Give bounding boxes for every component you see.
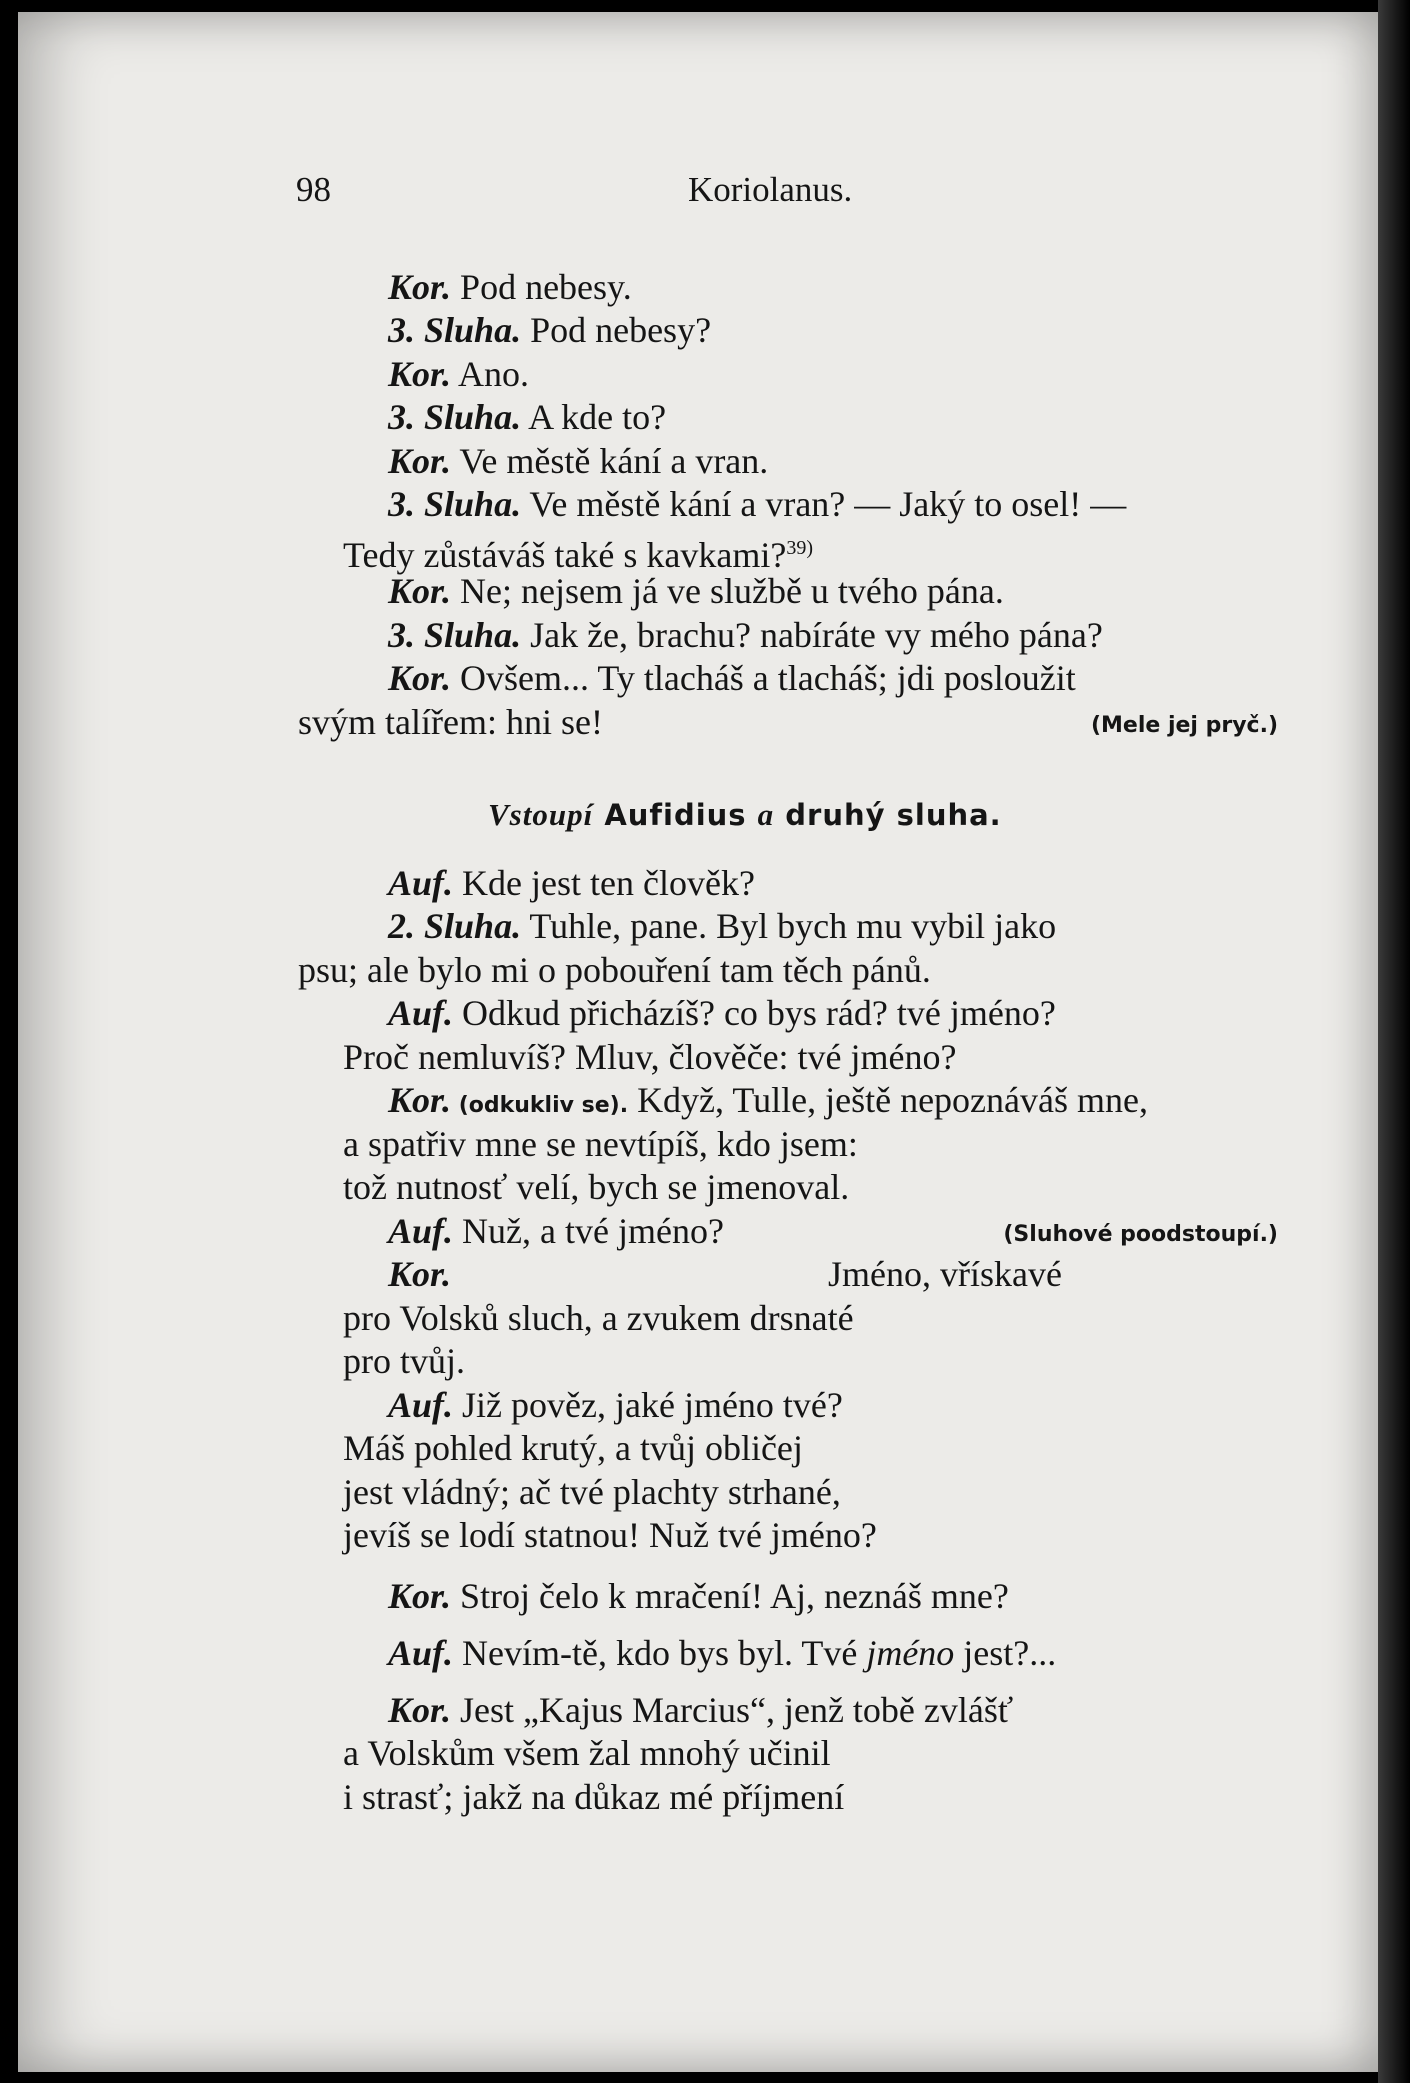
line-text: a Volskům všem žal mnohý učinil <box>343 1733 831 1773</box>
speaker: Kor. <box>388 354 452 394</box>
speaker: Kor. <box>388 571 452 611</box>
speaker: 3. Sluha. <box>388 484 522 524</box>
speaker: Auf. <box>388 993 454 1033</box>
text-line <box>343 1732 831 1774</box>
stage-direction-italic: a <box>757 797 775 832</box>
text-line <box>343 1776 844 1818</box>
text-line <box>343 1123 858 1165</box>
stage-direction-text: Aufidius <box>593 798 758 832</box>
line-text: Když, Tulle, ještě nepoznáváš mne, <box>628 1080 1148 1120</box>
line-text: a spatřiv mne se nevtípíš, kdo jsem: <box>343 1124 858 1164</box>
text-line <box>388 440 768 482</box>
line-text: psu; ale bylo mi o pobouření tam těch pánů. <box>298 950 931 990</box>
line-text: i strasť; jakž na důkaz mé příjmení <box>343 1777 845 1817</box>
book-page <box>18 12 1378 2072</box>
running-title: Koriolanus. <box>688 170 853 209</box>
line-text: Ovšem... Ty tlacháš a tlacháš; jdi posloužit <box>451 658 1076 698</box>
speaker: Kor. <box>388 1254 452 1294</box>
line-text: Tuhle, pane. Byl bych mu vybil jako <box>521 906 1057 946</box>
text-line <box>343 1297 854 1339</box>
line-text-italic: jméno <box>866 1633 955 1673</box>
stage-direction-italic: Vstoupí <box>488 797 594 832</box>
speaker: 3. Sluha. <box>388 397 522 437</box>
speaker: Auf. <box>388 1633 454 1673</box>
speaker: Kor. <box>388 267 452 307</box>
speaker: Kor. <box>388 1576 452 1616</box>
stage-direction-inline: (odkukliv se). <box>451 1093 629 1118</box>
page-number: 98 <box>296 170 331 209</box>
speaker: 2. Sluha. <box>388 906 522 946</box>
text-line <box>343 1514 877 1556</box>
stage-direction <box>488 797 1002 833</box>
page-edge-shadow <box>1378 0 1410 2083</box>
line-text: Již pověz, jaké jméno tvé? <box>453 1385 843 1425</box>
text-line <box>388 657 1076 699</box>
text-line <box>343 1427 803 1469</box>
line-text: Nuž, a tvé jméno? <box>453 1211 724 1251</box>
text-line <box>388 570 1004 612</box>
text-line <box>388 614 1103 656</box>
text-line <box>343 1166 849 1208</box>
line-text: Jak že, brachu? nabíráte vy mého pána? <box>521 615 1103 655</box>
text-line <box>388 1632 1056 1674</box>
line-text: jest vládný; ač tvé plachty strhané, <box>343 1472 841 1512</box>
text-line <box>343 1471 841 1513</box>
line-text: jevíš se lodí statnou! Nuž tvé jméno? <box>343 1515 877 1555</box>
text-line <box>388 1079 1148 1127</box>
text-line <box>343 527 813 576</box>
text-line <box>388 992 1056 1034</box>
text-line <box>343 1340 465 1382</box>
speaker: Auf. <box>388 1385 454 1425</box>
text-line <box>388 309 711 351</box>
line-text: Ne; nejsem já ve službě u tvého pána. <box>451 571 1004 611</box>
footnote-ref: 39) <box>786 537 813 559</box>
speaker: Kor. <box>388 441 452 481</box>
speaker: Auf. <box>388 863 454 903</box>
text-line <box>388 396 666 438</box>
line-text: Tedy zůstáváš také s kavkami? <box>343 535 787 575</box>
line-text: pro Volsků sluch, a zvukem drsnaté <box>343 1298 854 1338</box>
text-line <box>298 949 931 991</box>
line-text: Jméno, vřískavé <box>828 1254 1062 1294</box>
speaker: Kor. <box>388 1690 452 1730</box>
text-line <box>343 1036 957 1078</box>
line-text: Odkud přicházíš? co bys rád? tvé jméno? <box>453 993 1056 1033</box>
text-line <box>388 1689 1013 1731</box>
text-line <box>388 483 1126 525</box>
speaker: 3. Sluha. <box>388 615 522 655</box>
line-text: Máš pohled krutý, a tvůj obličej <box>343 1428 803 1468</box>
line-text: Pod nebesy. <box>451 267 632 307</box>
line-text: Ve městě kání a vran? — Jaký to osel! — <box>521 484 1127 524</box>
text-line <box>388 1575 1009 1617</box>
line-text: pro tvůj. <box>343 1341 465 1381</box>
line-text: Nevím-tě, kdo bys byl. Tvé <box>453 1633 867 1673</box>
page-header <box>18 170 1378 210</box>
speaker: Auf. <box>388 1211 454 1251</box>
line-text: tož nutnosť velí, bych se jmenoval. <box>343 1167 850 1207</box>
line-text: Jest „Kajus Marcius“, jenž tobě zvlášť <box>451 1690 1014 1730</box>
text-line <box>388 905 1056 947</box>
stage-direction-inline: (Mele jej pryč.) <box>1090 713 1278 738</box>
text-line <box>388 1384 843 1426</box>
text-line <box>388 1210 1278 1252</box>
text-line <box>388 862 755 904</box>
speaker: Kor. <box>388 658 452 698</box>
line-text: svým talířem: hni se! <box>298 702 603 742</box>
speaker: Kor. <box>388 1080 452 1120</box>
text-line <box>388 266 632 308</box>
line-text: Stroj čelo k mračení! Aj, neznáš mne? <box>451 1576 1009 1616</box>
line-text: Proč nemluvíš? Mluv, člověče: tvé jméno? <box>343 1037 957 1077</box>
line-text: Ano. <box>451 354 530 394</box>
text-line <box>298 701 1278 743</box>
stage-direction-text: druhý sluha. <box>774 798 1002 832</box>
line-text: Ve městě kání a vran. <box>451 441 769 481</box>
line-text: jest?... <box>954 1633 1057 1673</box>
text-line <box>388 353 529 395</box>
line-text: Pod nebesy? <box>521 310 712 350</box>
speaker: 3. Sluha. <box>388 310 522 350</box>
text-line <box>388 1253 451 1295</box>
line-text: A kde to? <box>521 397 667 437</box>
line-text: Kde jest ten člověk? <box>453 863 755 903</box>
text-line <box>828 1253 1062 1295</box>
stage-direction-inline: (Sluhové poodstoupí.) <box>1003 1222 1278 1247</box>
